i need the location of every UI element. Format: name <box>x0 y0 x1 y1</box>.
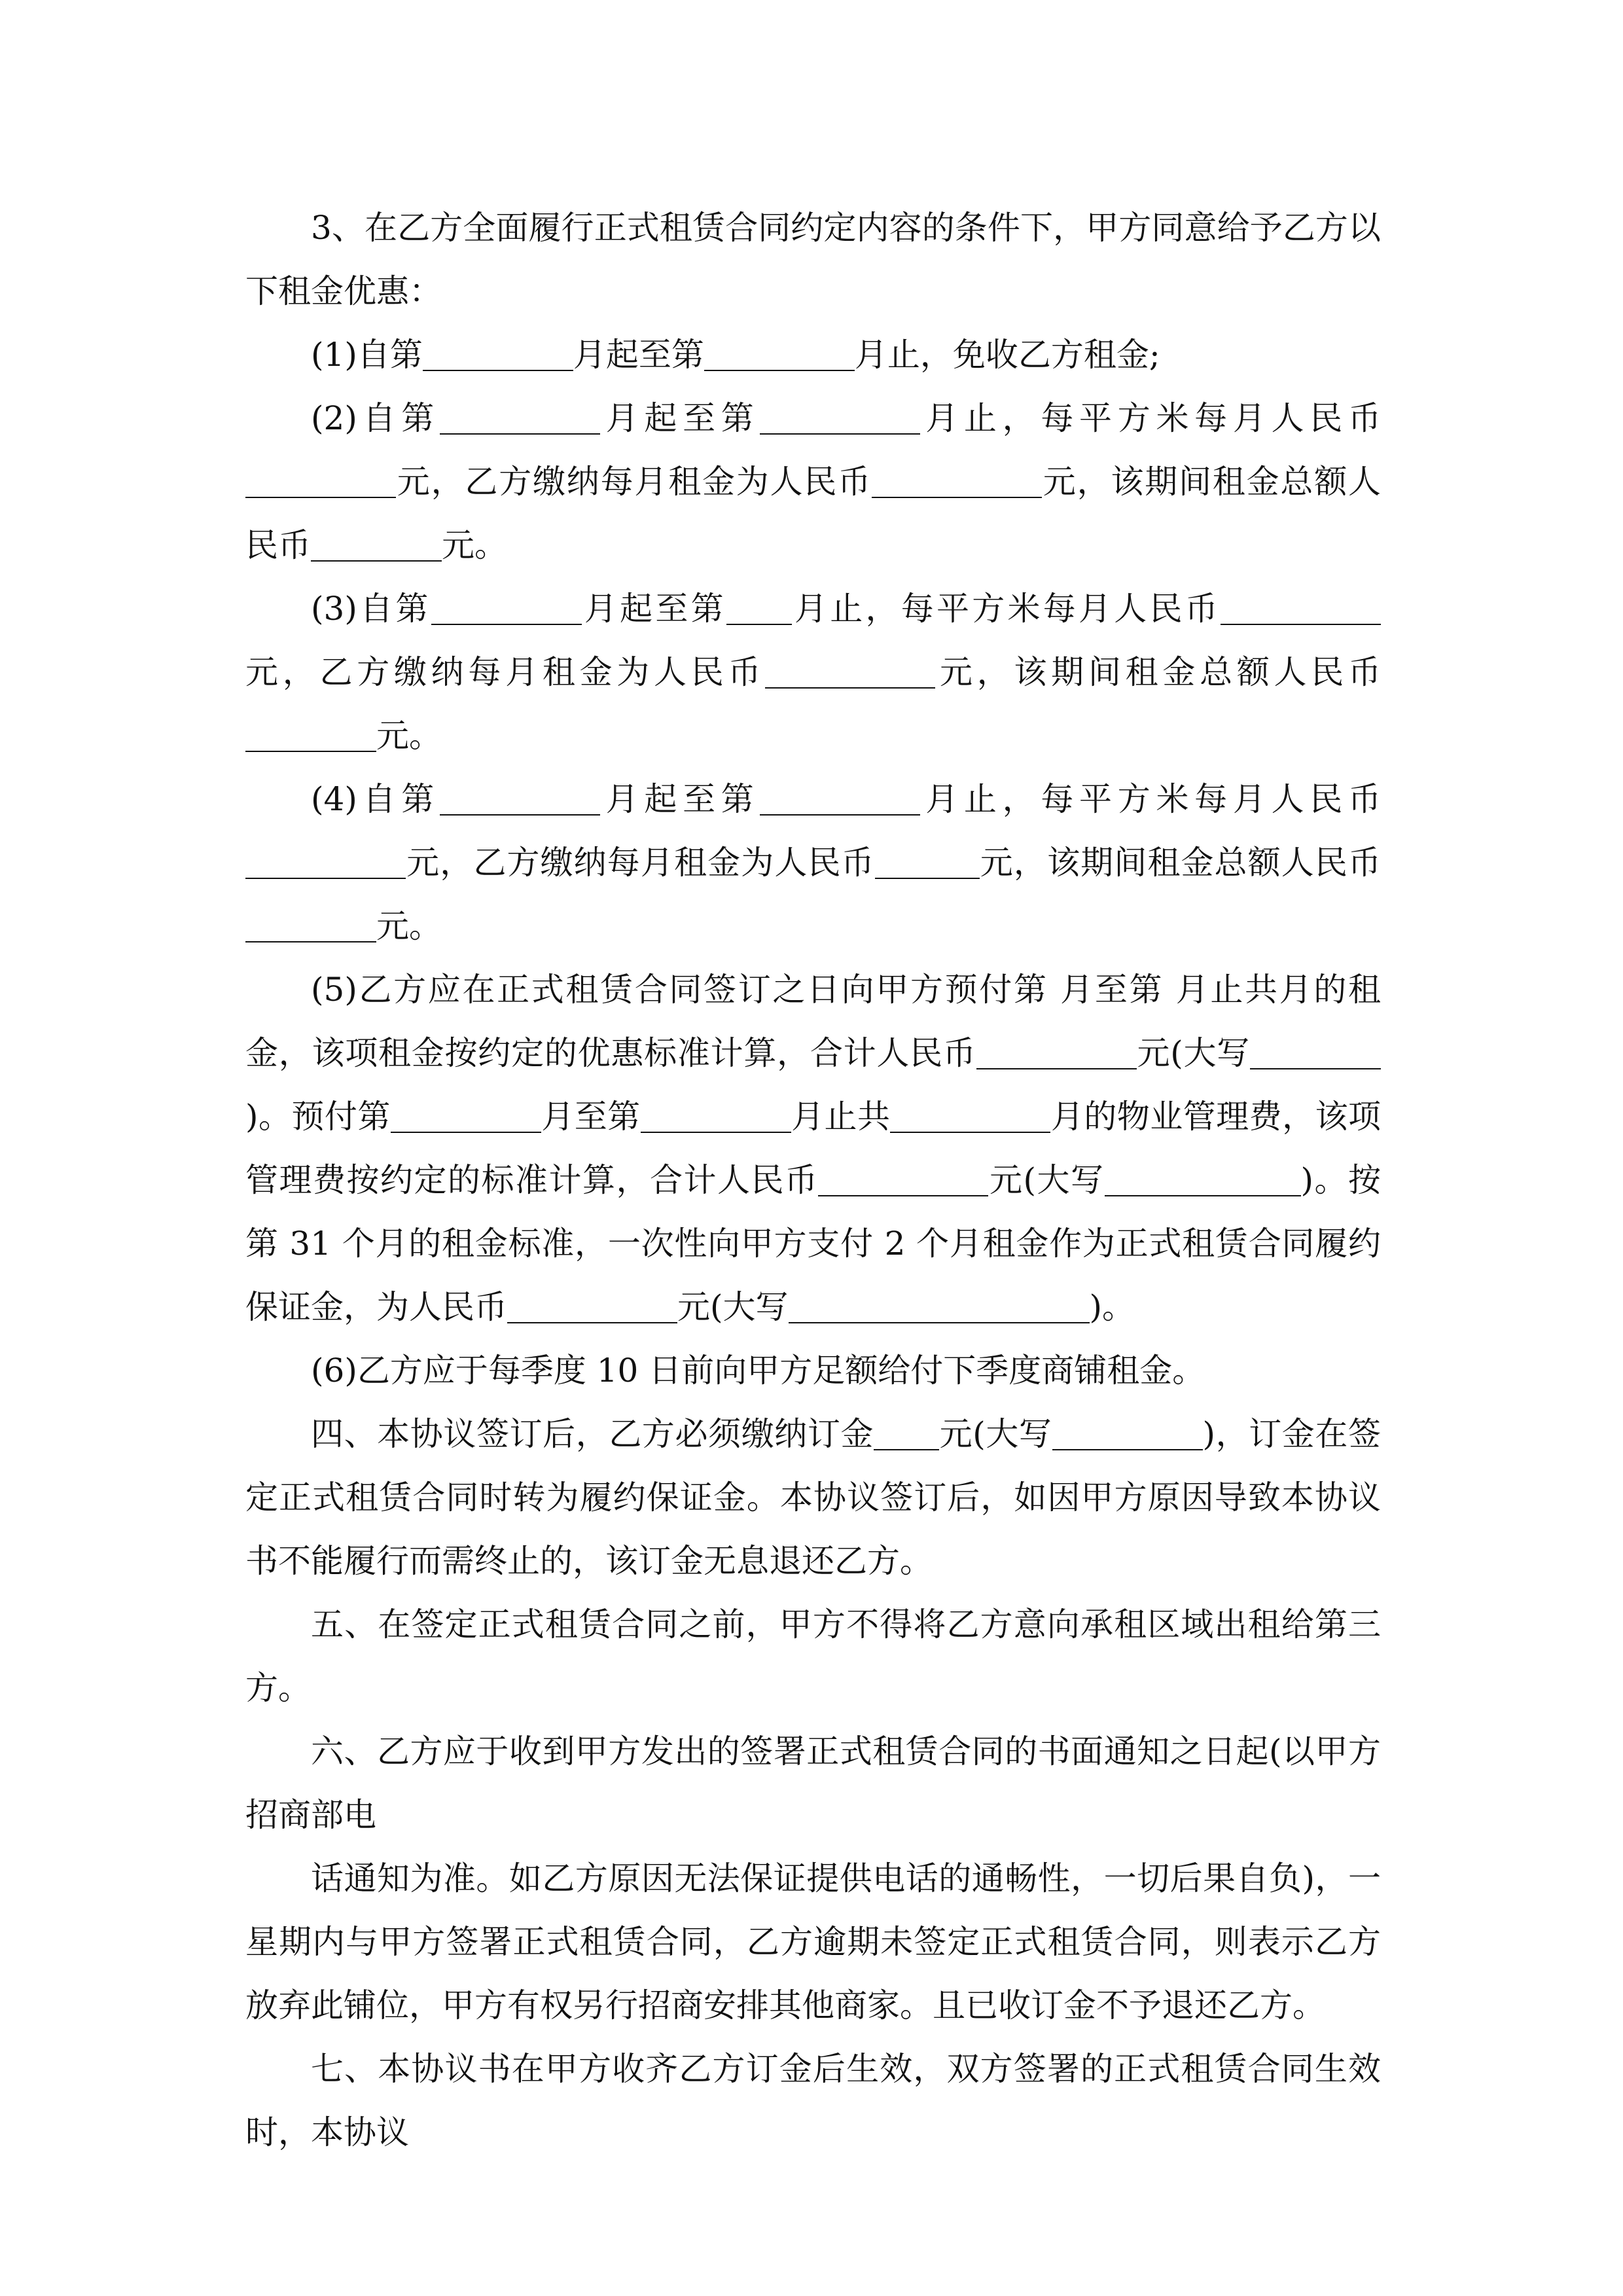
text: 月止，每平方米每月人民币 <box>791 590 1221 628</box>
text: 月止，每平方米每月人民币 <box>919 399 1382 437</box>
paragraph-section-six-continued <box>245 1847 1381 2037</box>
blank-field[interactable] <box>1052 1415 1203 1450</box>
blank-field[interactable] <box>1105 1161 1301 1196</box>
blank-field[interactable] <box>1221 590 1381 625</box>
blank-field[interactable] <box>245 907 376 942</box>
blank-field[interactable] <box>872 463 1042 498</box>
text: 元，该期间租金总额人民币 <box>935 653 1382 691</box>
document-page <box>245 196 1381 2164</box>
blank-field[interactable] <box>1250 1034 1381 1069</box>
blank-field[interactable] <box>391 1098 541 1133</box>
text: 月止，免收乙方租金; <box>854 336 1160 374</box>
text: 六、乙方应于收到甲方发出的签署正式租赁合同的书面通知之日起(以甲方招商部电 <box>245 1732 1381 1834</box>
text: 月起至第 <box>599 399 760 437</box>
blank-field[interactable] <box>818 1161 988 1196</box>
blank-field[interactable] <box>311 526 442 562</box>
text: (1)自第 <box>311 336 423 374</box>
text: 月起至第 <box>573 336 704 374</box>
text: 元，该期间租金总额人民币 <box>979 844 1382 882</box>
text: 元。 <box>442 526 507 564</box>
blank-field[interactable] <box>641 1098 791 1133</box>
text: 元，乙方缴纳每月租金为人民币 <box>245 653 766 691</box>
paragraph-section-seven <box>245 2037 1381 2164</box>
blank-field[interactable] <box>760 399 920 435</box>
text: 五、在签定正式租赁合同之前，甲方不得将乙方意向承租区域出租给第三方。 <box>245 1605 1381 1707</box>
text: 月的物业管理费，该项管理费按约定的标准计算，合计人民币 <box>245 1098 1382 1199</box>
text: )。按第 31 个月的租金标准，一次性向甲方支付 2 个月租金作为正式租赁合同履约保证金，为人民币 <box>245 1161 1382 1326</box>
blank-field[interactable] <box>245 463 396 498</box>
text: )。预付第 <box>245 1098 391 1136</box>
text: 元，乙方缴纳每月租金为人民币 <box>396 463 872 501</box>
paragraph-section-six <box>245 1720 1381 1847</box>
text: (2)自第 <box>311 399 440 437</box>
text: 四、本协议签订后，乙方必须缴纳订金 <box>311 1415 874 1453</box>
text: 元。 <box>376 717 442 755</box>
text: 话通知为准。如乙方原因无法保证提供电话的通畅性，一切后果自负)，一星期内与甲方签署正式租赁合同，乙方逾期未签定正式租赁合同，则表示乙方放弃此铺位，甲方有权另行招商安排其他商家。且已收订金不予退还乙方。 <box>245 1859 1381 2024</box>
text: (6)乙方应于每季度 10 日前向甲方足额给付下季度商铺租金。 <box>311 1352 1205 1390</box>
blank-field[interactable] <box>976 1034 1137 1069</box>
text: )。 <box>1089 1288 1135 1326</box>
paragraph-section-four <box>245 1403 1381 1593</box>
blank-field[interactable] <box>245 844 406 879</box>
text: 月止，每平方米每月人民币 <box>919 780 1382 818</box>
text: 元(大写 <box>1136 1034 1251 1072</box>
text: 月起至第 <box>581 590 726 628</box>
paragraph-rent-discount-intro <box>245 196 1381 323</box>
text: (5)乙方应在正式租赁合同签订之日向甲方预付第 月至第 月止共月的租金，该项租金按约定的优惠标准计算，合计人民币 <box>245 971 1381 1072</box>
text: 3、在乙方全面履行正式租赁合同约定内容的条件下，甲方同意给予乙方以下租金优惠： <box>245 209 1381 310</box>
paragraph-discount-3 <box>245 577 1381 768</box>
blank-field[interactable] <box>440 780 600 816</box>
paragraph-discount-1 <box>245 323 1381 387</box>
blank-field[interactable] <box>440 399 600 435</box>
paragraph-discount-4 <box>245 768 1381 958</box>
paragraph-prepayment <box>245 958 1381 1339</box>
text: (3)自第 <box>311 590 431 628</box>
text: (4)自第 <box>311 780 440 818</box>
blank-field[interactable] <box>890 1098 1050 1133</box>
blank-field[interactable] <box>507 1288 677 1323</box>
blank-field[interactable] <box>431 590 582 625</box>
text: 月起至第 <box>599 780 760 818</box>
text: 七、本协议书在甲方收齐乙方订金后生效，双方签署的正式租赁合同生效时，本协议 <box>245 2050 1381 2151</box>
paragraph-discount-2 <box>245 387 1381 577</box>
text: 月止共 <box>791 1098 891 1136</box>
paragraph-quarterly-rent <box>245 1339 1381 1403</box>
blank-field[interactable] <box>760 780 920 816</box>
blank-field[interactable] <box>245 717 376 752</box>
blank-field[interactable] <box>789 1288 1090 1323</box>
text: 元。 <box>376 907 442 945</box>
blank-field[interactable] <box>875 844 980 879</box>
blank-field[interactable] <box>726 590 792 625</box>
paragraph-section-five <box>245 1593 1381 1720</box>
blank-field[interactable] <box>765 653 935 689</box>
text: 月至第 <box>541 1098 641 1136</box>
text: 元(大写 <box>988 1161 1105 1199</box>
text: 元，乙方缴纳每月租金为人民币 <box>406 844 875 882</box>
text: )，订金在签定正式租赁合同时转为履约保证金。本协议签订后，如因甲方原因导致本协议书不能履行而需终止的，该订金无息退还乙方。 <box>245 1415 1381 1580</box>
text: 元，该期间租金总额人民币 <box>245 463 1381 564</box>
blank-field[interactable] <box>423 336 573 371</box>
blank-field[interactable] <box>874 1415 939 1450</box>
text: 元(大写 <box>677 1288 789 1326</box>
blank-field[interactable] <box>704 336 855 371</box>
text: 元(大写 <box>939 1415 1052 1453</box>
